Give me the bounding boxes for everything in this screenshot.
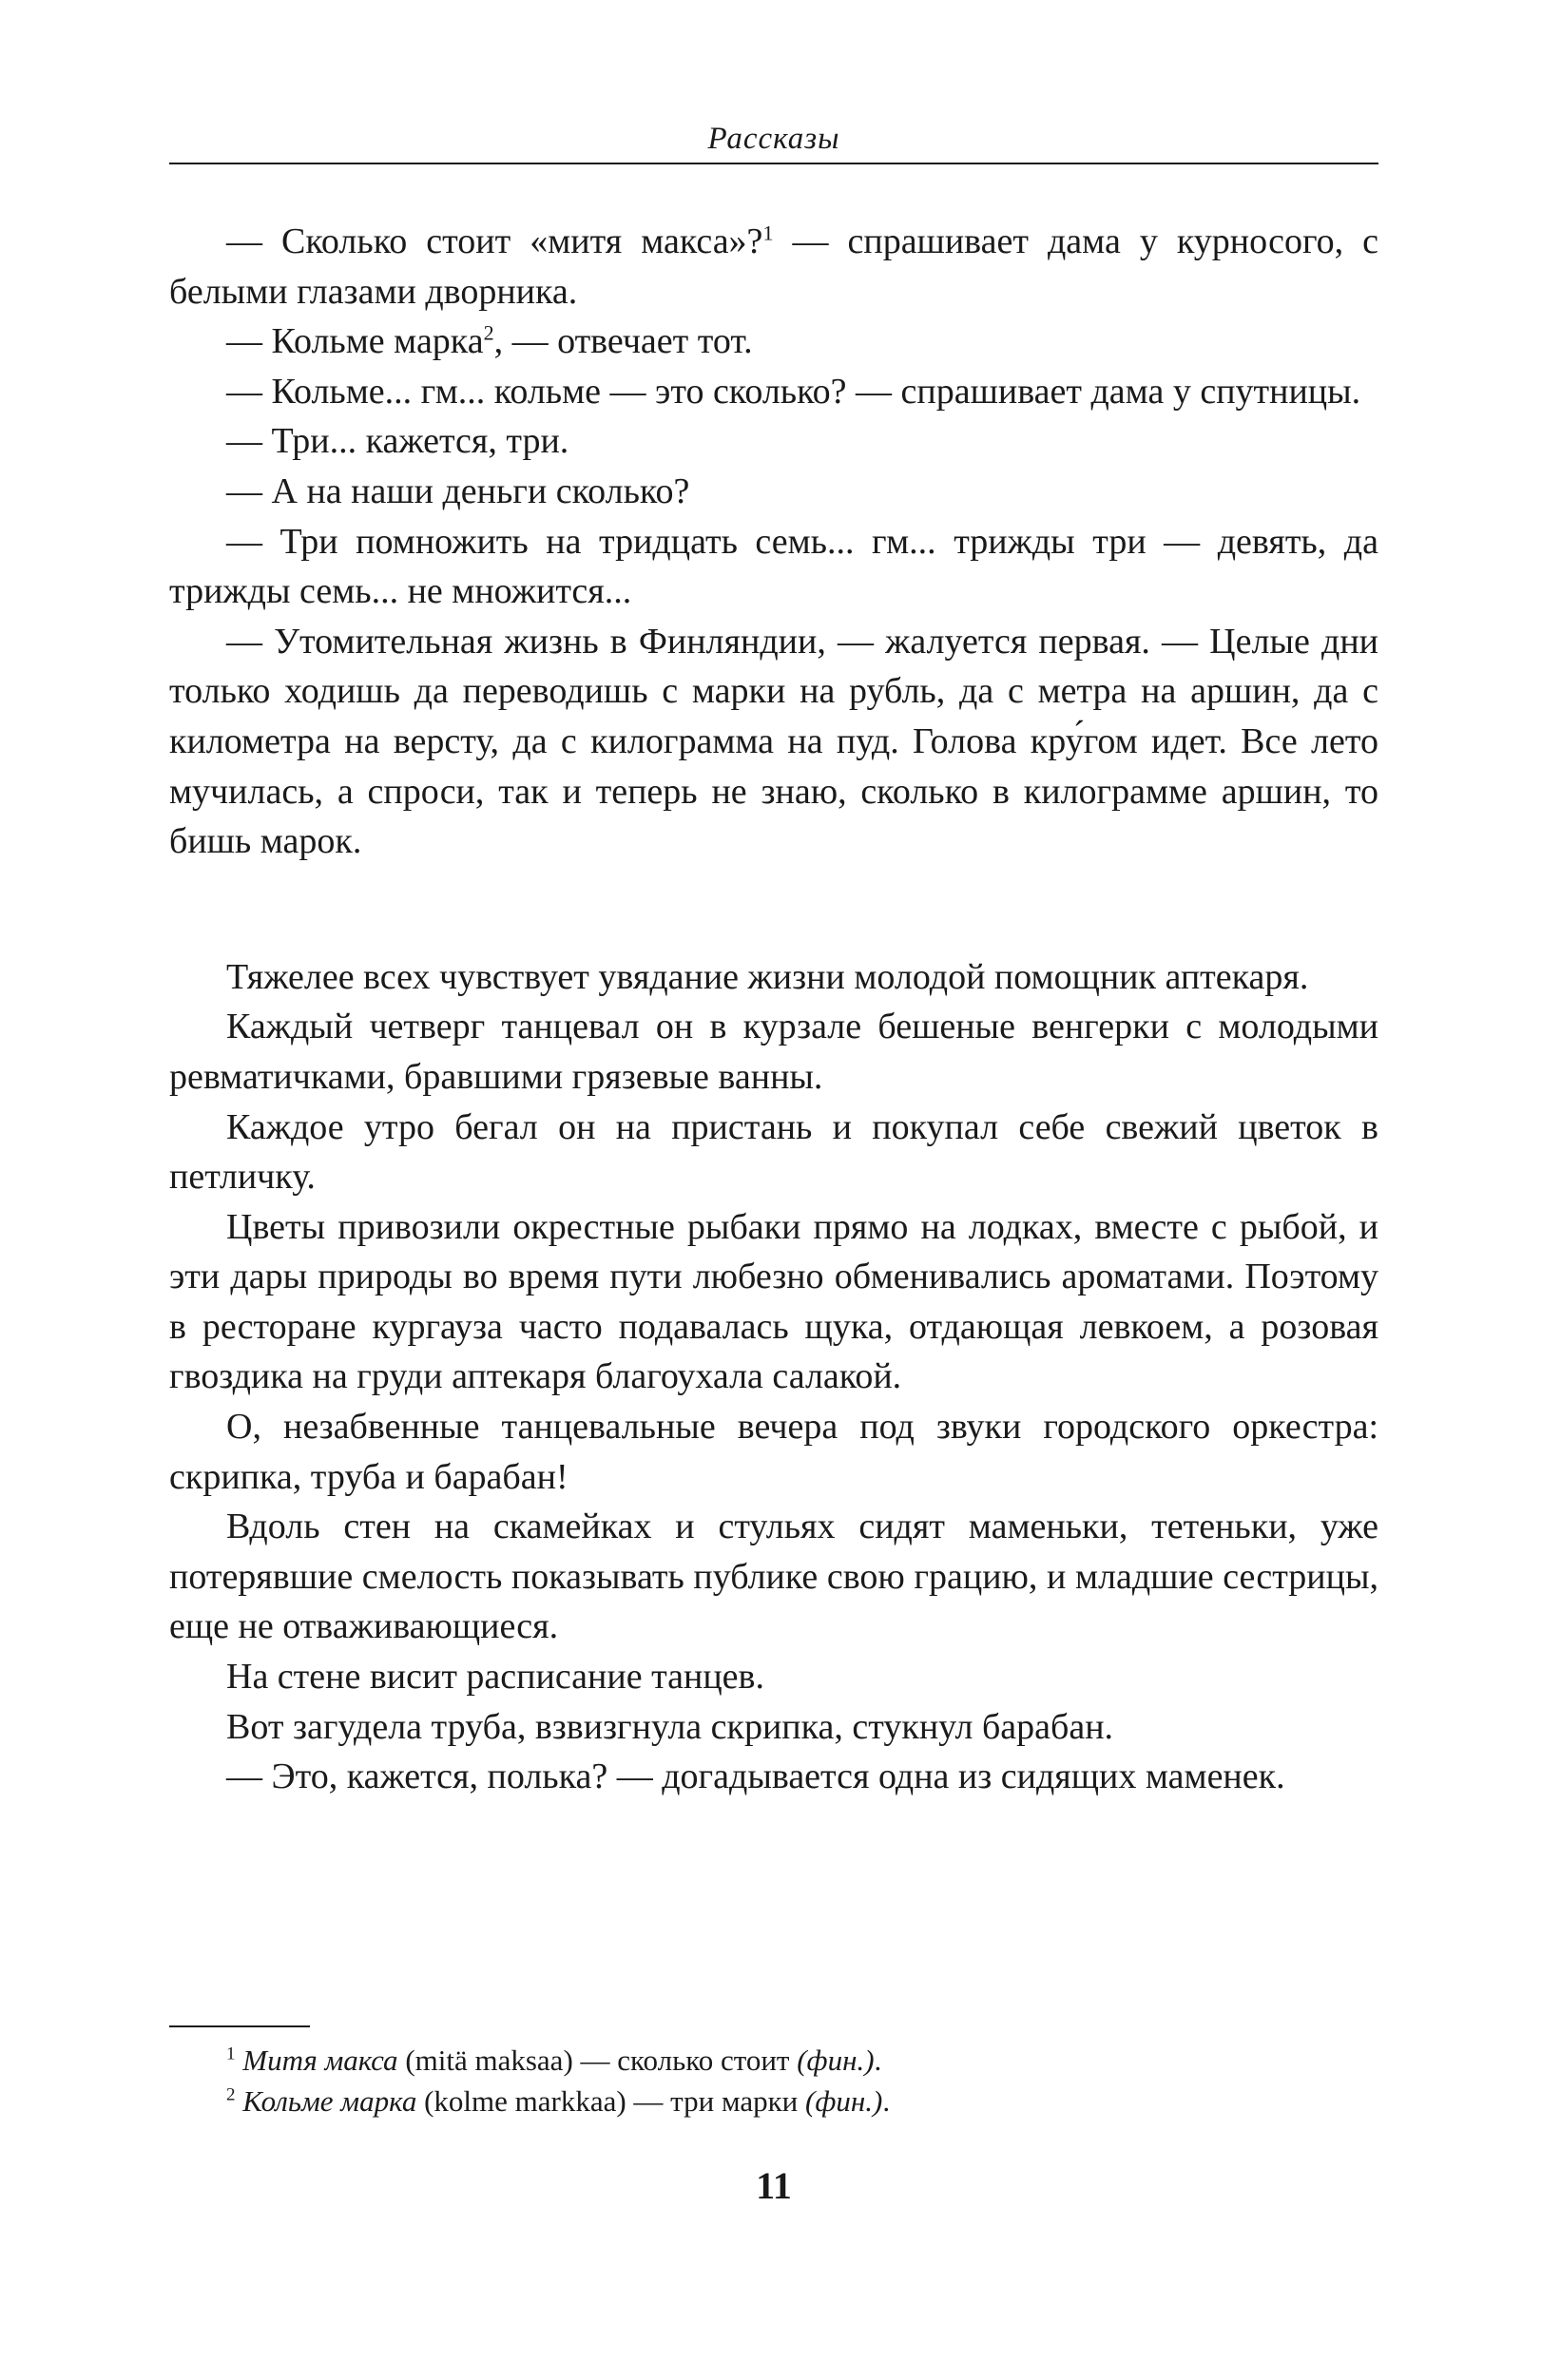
paragraph-text: — Сколько стоит «митя макса»? bbox=[226, 221, 763, 261]
header-rule bbox=[169, 163, 1378, 164]
footnote-rule bbox=[169, 2025, 310, 2027]
paragraph: — Кольме... гм... кольме — это сколько? — спрашивает дама у спутницы. bbox=[226, 371, 1361, 412]
paragraph bbox=[169, 317, 1378, 367]
paragraph-text: , — отвечает тот. bbox=[493, 321, 753, 362]
paragraph: — Три помножить на тридцать семь... гм... трижды три — девять, да трижды семь... не множится... bbox=[169, 521, 1378, 612]
footnote-gloss: (mitä maksaa) — сколько стоит bbox=[397, 2044, 798, 2077]
paragraph-text: — спрашивает дама у курносого, с белыми глазами дворника. bbox=[169, 221, 1378, 312]
paragraph bbox=[169, 217, 1378, 317]
footnote-ref: 2 bbox=[483, 320, 494, 345]
paragraph: Цветы привозили окрестные рыбаки прямо на лодках, вместе с рыбой, и эти дары природы во время пути любезно обменивались ароматами. Поэтому в ресторане кургауза часто подавалась щука, отдающая левкоем, а розовая гвоздика на груди аптекаря благоухала салакой. bbox=[169, 1206, 1378, 1397]
footnote-mark: 1 bbox=[226, 2044, 236, 2064]
footnote-ref: 1 bbox=[762, 221, 774, 245]
paragraph: — Утомительная жизнь в Финляндии, — жалуется первая. — Целые дни только ходишь да переводишь с марки на рубль, да с метра на аршин, да с километра на версту, да с килограмма на пуд. Голова кру́гом идет. Все лето мучилась, а спроси, так и теперь не знаю, сколько в килограмме аршин, то бишь марок. bbox=[169, 621, 1378, 862]
footnote-term: Кольме марка bbox=[242, 2084, 417, 2118]
paragraph: Тяжелее всех чувствует увядание жизни молодой помощник аптекаря. bbox=[226, 956, 1309, 997]
paragraph: — А на наши деньги сколько? bbox=[226, 470, 690, 511]
footnote-end: . bbox=[874, 2044, 882, 2077]
footnote-gloss: (kolme markkaa) — три марки bbox=[416, 2084, 806, 2118]
footnote-term: Митя макса bbox=[242, 2044, 398, 2077]
page-number: 11 bbox=[756, 2164, 792, 2207]
paragraph: — Три... кажется, три. bbox=[226, 421, 569, 462]
footnote bbox=[169, 2040, 1378, 2081]
footnote-language: (фин.) bbox=[805, 2084, 883, 2118]
paragraph: Вот загудела труба, взвизгнула скрипка, стукнул барабан. bbox=[226, 1706, 1114, 1747]
section-break bbox=[169, 867, 1378, 952]
paragraph-text: — Кольме марка bbox=[226, 321, 484, 362]
paragraph: Каждый четверг танцевал он в курзале бешеные венгерки с молодыми ревматичками, бравшими грязевые ванны. bbox=[169, 1007, 1378, 1097]
footnote bbox=[169, 2081, 1378, 2121]
footnote-language: (фин.) bbox=[797, 2044, 875, 2077]
paragraph: О, незабвенные танцевальные вечера под звуки городского оркестра: скрипка, труба и барабан! bbox=[169, 1407, 1378, 1497]
footnotes bbox=[169, 2040, 1378, 2121]
footnote-mark: 2 bbox=[226, 2084, 236, 2105]
footnote-end: . bbox=[882, 2084, 891, 2118]
paragraph: — Это, кажется, полька? — догадывается одна из сидящих маменек. bbox=[226, 1756, 1285, 1797]
paragraph: Каждое утро бегал он на пристань и покупал себе свежий цветок в петличку. bbox=[169, 1106, 1378, 1198]
body-text bbox=[169, 217, 1378, 1802]
running-head: Рассказы bbox=[707, 122, 840, 156]
paragraph: Вдоль стен на скамейках и стульях сидят маменьки, тетеньки, уже потерявшие смелость показывать публике свою грацию, и младшие сестрицы, еще не отваживающиеся. bbox=[169, 1507, 1378, 1647]
paragraph: На стене висит расписание танцев. bbox=[226, 1657, 764, 1698]
